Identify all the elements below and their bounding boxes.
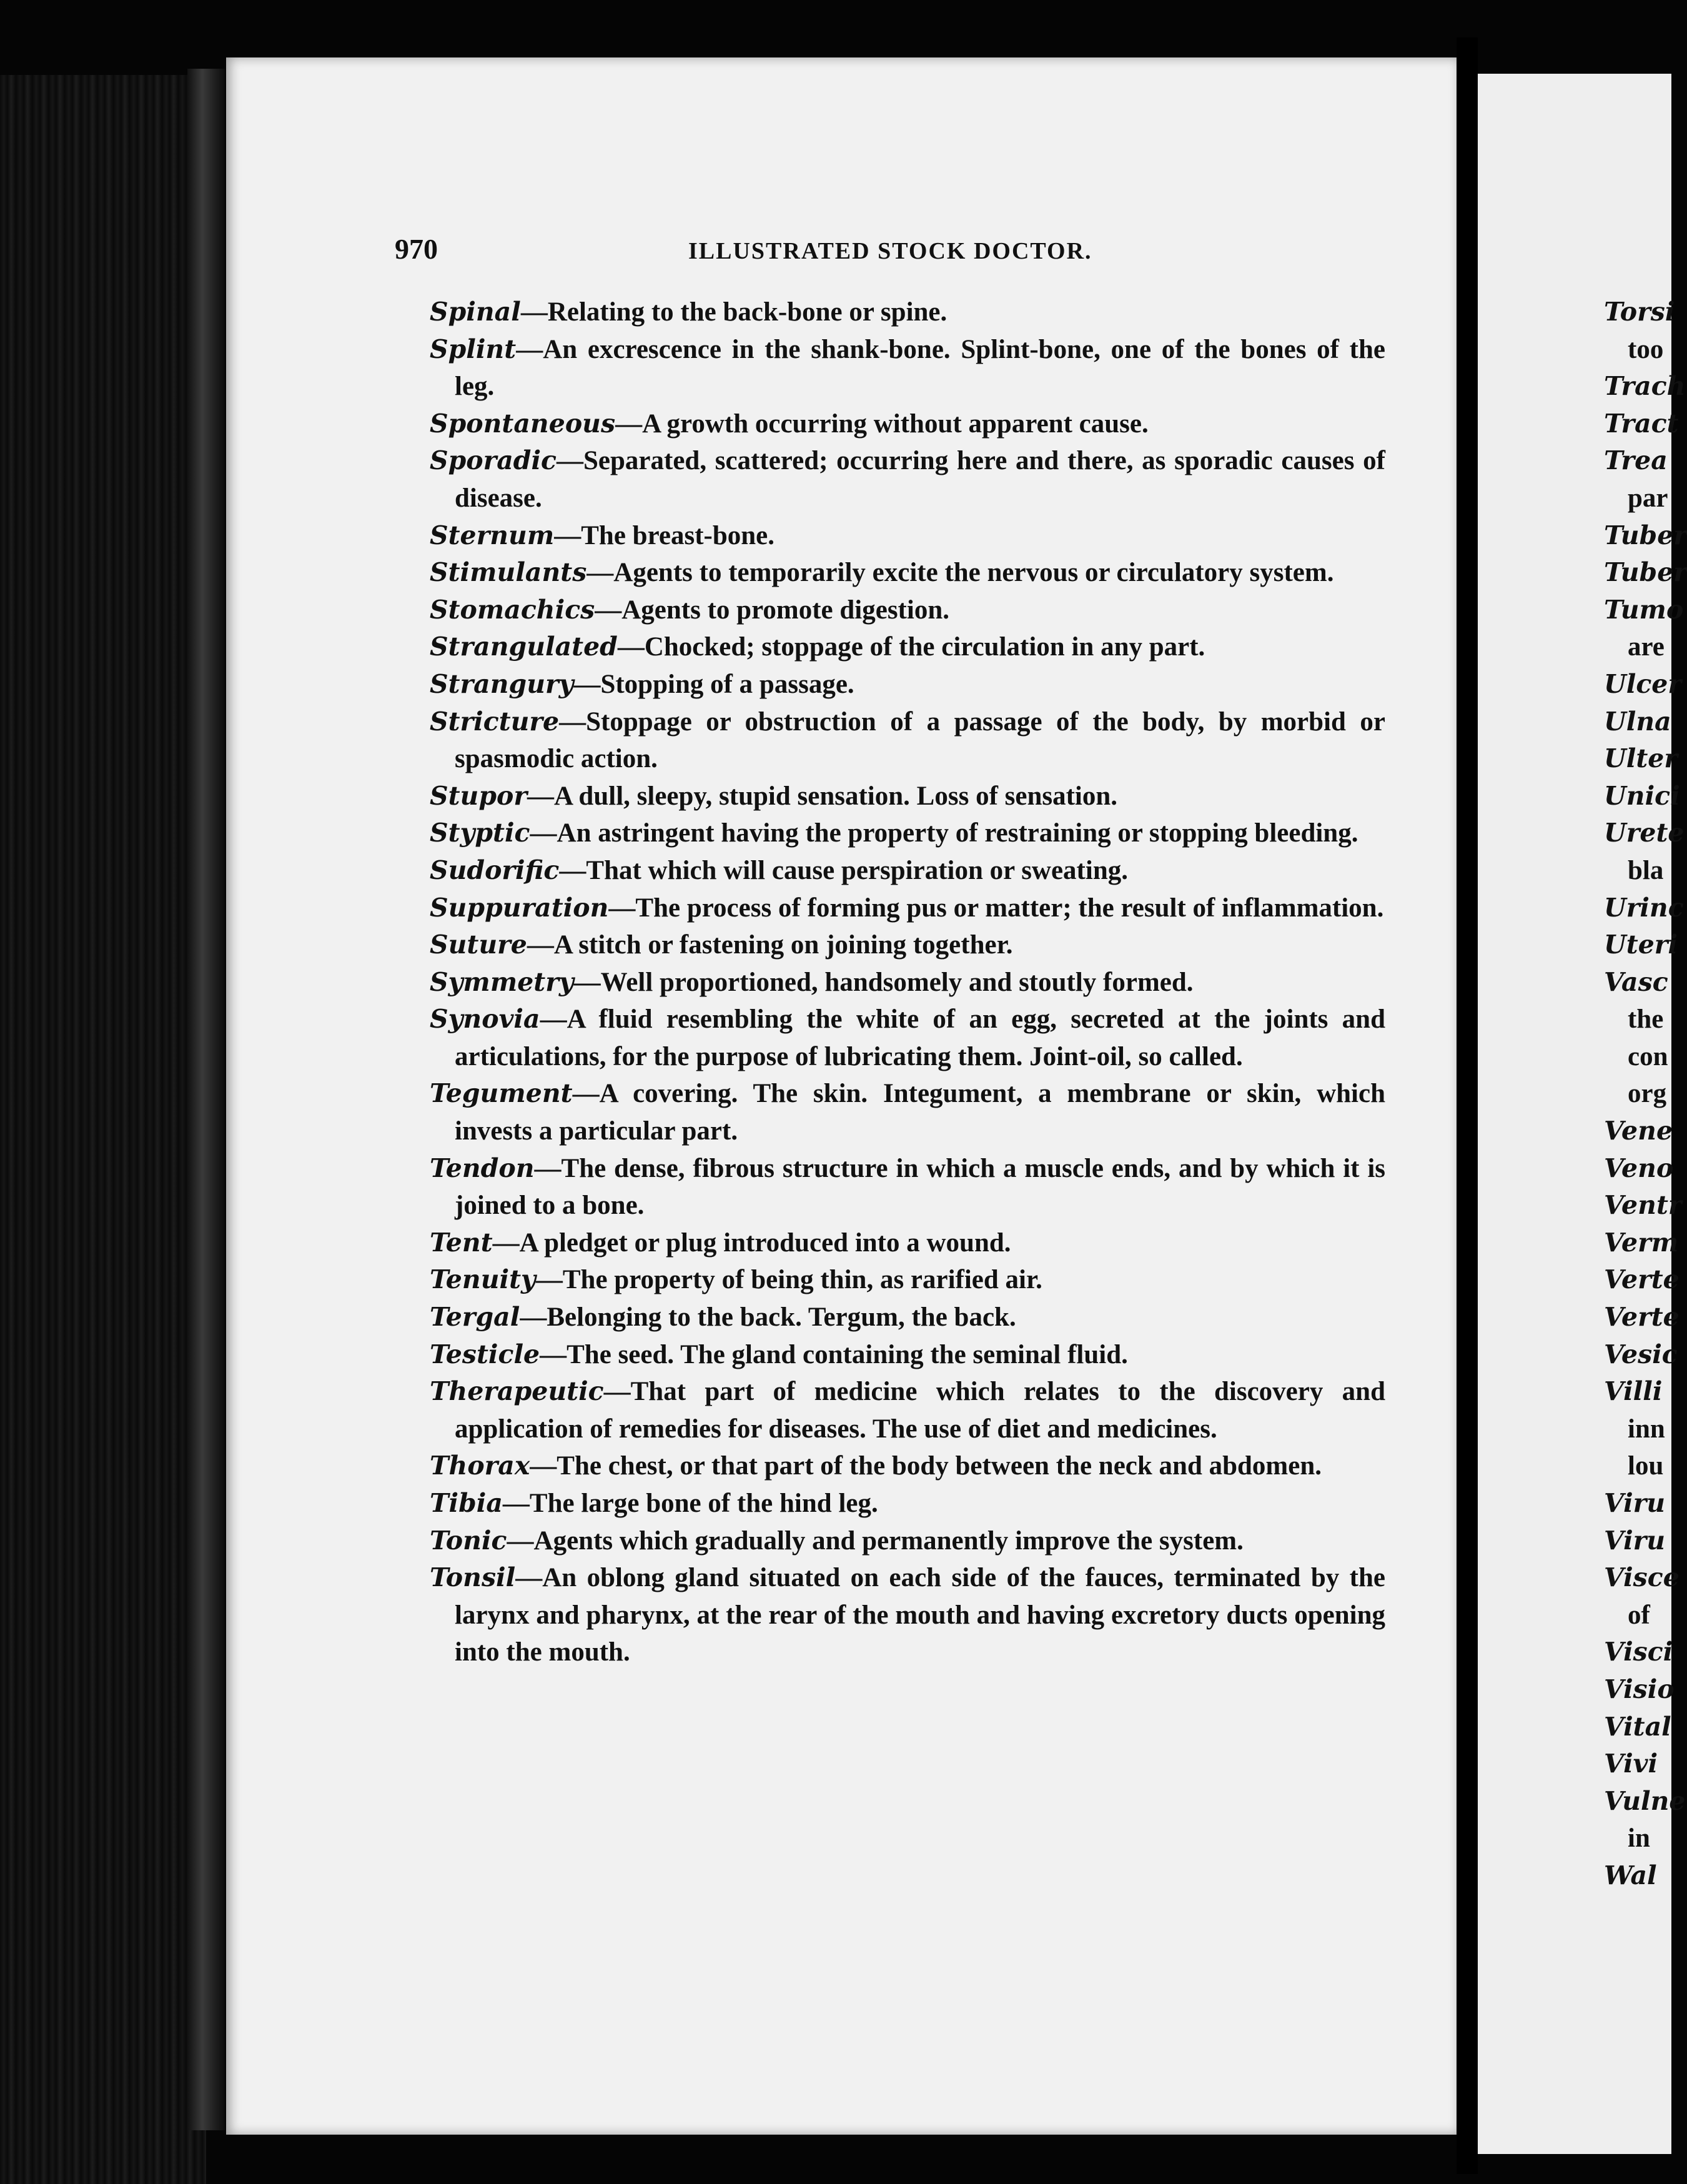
glossary-entry [430,1150,1385,1224]
glossary-definition: —A dull, sleepy, stupid sensation. Loss of sensation. [527,781,1118,811]
glossary-definition: —That which will cause perspiration or sweating. [559,855,1128,885]
right-page-line [1604,1820,1687,1857]
right-page-term-fragment: Trach [1604,371,1686,402]
glossary-term: Synovia [430,1004,540,1035]
right-page-term-fragment: Tuber [1604,520,1687,550]
right-page-term-fragment: Visce [1604,1562,1680,1593]
right-page-text-fragment: in [1628,1824,1650,1854]
glossary-definition: —A stitch or fastening on joining together. [527,930,1013,960]
right-page-text-fragment: inn [1628,1414,1665,1444]
right-page-term-fragment: Vesic [1604,1339,1678,1369]
glossary-term: Tendon [430,1153,535,1183]
right-page-line [1604,1411,1687,1448]
glossary-entry [430,331,1385,405]
glossary-definition: —Belonging to the back. Tergum, the back. [520,1303,1016,1333]
right-page-text-fragment: par [1628,483,1668,513]
glossary-entry [430,1559,1385,1671]
right-page-line [1604,554,1687,592]
right-page-term-fragment: Ulna [1604,706,1671,737]
glossary-term: Suppuration [430,892,609,923]
glossary-definition: —Agents to temporarily excite the nervous or circulatory system. [586,558,1334,588]
right-page-text-fragment: of [1628,1600,1650,1630]
right-page-line [1604,1447,1687,1485]
right-page-term-fragment: Tract [1604,408,1679,439]
glossary-term: Tegument [430,1078,573,1109]
page-stack-edge [187,69,225,2130]
glossary-definition: —A growth occurring without apparent cause. [615,409,1149,439]
glossary-definition: —The property of being thin, as rarified air. [535,1265,1042,1295]
right-page-line [1604,1001,1687,1038]
glossary-entry [430,890,1385,927]
right-page-text-fragment: are [1628,632,1665,662]
glossary-entry [430,517,1385,555]
glossary-definition: —Relating to the back-bone or spine. [520,297,947,327]
right-page-line [1604,1559,1687,1597]
right-page-term-fragment: Verm [1604,1227,1679,1258]
glossary-term: Suture [430,930,527,960]
right-page-line [1604,1261,1687,1299]
glossary-definition: —A covering. The skin. Integument, a membrane or skin, which invests a particular part. [455,1079,1385,1146]
right-page-term-fragment: Urinc [1604,892,1684,923]
right-page-line [1604,1224,1687,1262]
right-page-line [1604,740,1687,778]
right-page-term-fragment: Trea [1604,445,1668,476]
glossary-entry [430,1224,1385,1262]
right-page-line [1604,368,1687,405]
right-page-text-fragment: lou [1628,1451,1664,1481]
right-page-text-fragment: too [1628,334,1664,364]
glossary-term: Tonic [430,1525,507,1556]
glossary-term: Tenuity [430,1264,536,1295]
glossary-term: Spinal [430,297,521,327]
glossary-definition: —An oblong gland situated on each side of the fauces, terminated by the larynx and pharynx, at the rear of the mouth and having excretory ducts opening into the mouth. [455,1563,1385,1667]
glossary-entry [430,554,1385,592]
glossary-definition: —The chest, or that part of the body between the neck and abdomen. [530,1451,1322,1481]
right-page-line [1604,294,1687,331]
right-page-line [1604,926,1687,964]
right-page-line [1604,778,1687,815]
right-page-fragments [1604,294,1687,1895]
glossary-definition: —A fluid resembling the white of an egg, secreted at the joints and articulations, for the purpose of lubricating them. Joint-oil, so called. [455,1005,1385,1071]
right-page-line [1604,480,1687,517]
glossary-list [430,294,1385,1671]
right-page-term-fragment: Ventr [1604,1190,1682,1221]
glossary-definition: —The breast-bone. [554,520,775,550]
right-page-term-fragment: Ulcer [1604,668,1681,699]
glossary-entry [430,852,1385,890]
right-page-line [1604,331,1687,369]
right-page-term-fragment: Visio [1604,1674,1675,1704]
glossary-definition: —Agents to promote digestion. [595,595,949,625]
right-page-text-fragment: con [1628,1041,1668,1071]
glossary-entry [430,1447,1385,1485]
right-page-term-fragment: Verte [1604,1264,1680,1295]
right-page-line [1604,1634,1687,1671]
glossary-term: Strangulated [430,632,618,662]
right-page-term-fragment: Viru [1604,1525,1666,1556]
right-page-line [1604,1373,1687,1411]
glossary-term: Sporadic [430,445,557,476]
right-page-line [1604,1038,1687,1076]
glossary-term: Sternum [430,520,555,550]
glossary-definition: —The large bone of the hind leg. [502,1489,878,1518]
glossary-definition: —Well proportioned, handsomely and stoutly formed. [573,967,1194,997]
right-page-text-fragment: org [1628,1079,1667,1109]
glossary-definition: —The seed. The gland containing the seminal fluid. [540,1339,1128,1369]
glossary-definition: —The process of forming pus or matter; the result of inflammation. [608,893,1384,923]
glossary-entry [430,592,1385,629]
right-page-line [1604,1709,1687,1746]
glossary-term: Tibia [430,1488,503,1518]
glossary-definition: —Agents which gradually and permanently improve the system. [507,1526,1244,1556]
glossary-definition: —The dense, fibrous structure in which a muscle ends, and by which it is joined to a bone. [455,1153,1385,1221]
right-page-line [1604,1299,1687,1336]
glossary-entry [430,703,1385,778]
glossary-term: Strangury [430,668,574,699]
right-page-line [1604,1336,1687,1374]
glossary-definition: —Stopping of a passage. [573,669,854,699]
right-page-line [1604,1187,1687,1224]
right-page-line [1604,1113,1687,1150]
glossary-entry [430,628,1385,666]
right-page-line [1604,1522,1687,1560]
right-page-line [1604,964,1687,1001]
glossary-definition: —A pledget or plug introduced into a wound. [492,1228,1011,1258]
right-page-line [1604,628,1687,666]
right-page-line [1604,666,1687,703]
right-page-term-fragment: Villi [1604,1376,1663,1407]
glossary-entry [430,1299,1385,1336]
right-page-line [1604,517,1687,555]
glossary-definition: —Chocked; stoppage of the circulation in any part. [617,632,1205,662]
glossary-term: Therapeutic [430,1376,604,1407]
right-page-term-fragment: Uteri [1604,930,1678,960]
page-number: 970 [395,233,438,265]
glossary-term: Stimulants [430,557,587,588]
glossary-term: Spontaneous [430,408,616,439]
glossary-term: Styptic [430,818,530,848]
right-page-line [1604,703,1687,741]
right-page-term-fragment: Vulne [1604,1785,1686,1816]
right-page-term-fragment: Viru [1604,1488,1666,1518]
glossary-entry [430,1485,1385,1522]
glossary-term: Stomachics [430,594,595,625]
right-page-text-fragment: bla [1628,855,1664,885]
glossary-definition: —An excrescence in the shank-bone. Splint-bone, one of the bones of the leg. [455,334,1385,402]
right-page-line [1604,1150,1687,1188]
glossary-entry [430,294,1385,331]
right-page-line [1604,1745,1687,1783]
glossary-term: Tergal [430,1302,520,1333]
glossary-entry [430,815,1385,852]
glossary-term: Thorax [430,1451,530,1481]
right-page-term-fragment: Vasc [1604,966,1668,997]
right-page-line [1604,442,1687,480]
right-page-term-fragment: Tumo [1604,594,1684,625]
right-page-line [1604,890,1687,927]
right-page-line [1604,1075,1687,1113]
glossary-entry [430,1336,1385,1374]
right-page-term-fragment: Vene [1604,1116,1673,1146]
right-page-line [1604,1597,1687,1634]
right-page-text-fragment: the [1628,1005,1664,1035]
book-binding [0,75,206,2184]
glossary-entry [430,964,1385,1001]
glossary-term: Stricture [430,706,560,737]
glossary-entry [430,666,1385,703]
glossary-entry [430,926,1385,964]
right-page-term-fragment: Veno [1604,1153,1674,1183]
book-gutter [1457,37,1478,2174]
glossary-entry [430,442,1385,517]
glossary-term: Sudorific [430,855,560,885]
right-page-line [1604,405,1687,443]
glossary-entry [430,1261,1385,1299]
right-page-line [1604,1783,1687,1820]
right-page-line [1604,815,1687,852]
glossary-entry [430,1001,1385,1075]
right-page-line [1604,1857,1687,1895]
right-page-term-fragment: Ulter [1604,743,1678,774]
right-page-line [1604,1671,1687,1709]
glossary-term: Testicle [430,1339,540,1369]
right-page-term-fragment: Wal [1604,1860,1657,1890]
glossary-entry [430,1075,1385,1149]
glossary-definition: —Stoppage or obstruction of a passage of the body, by morbid or spasmodic action. [455,707,1385,774]
right-page-term-fragment: Vivi [1604,1749,1658,1779]
right-page-line [1604,592,1687,629]
glossary-term: Stupor [430,780,527,811]
glossary-definition: —Separated, scattered; occurring here and there, as sporadic causes of disease. [455,446,1385,513]
glossary-term: Symmetry [430,966,574,997]
right-page-line [1604,852,1687,890]
glossary-definition: —An astringent having the property of restraining or stopping bleeding. [530,818,1358,848]
glossary-entry [430,778,1385,815]
glossary-term: Splint [430,334,517,364]
glossary-entry [430,1522,1385,1560]
glossary-entry [430,1373,1385,1447]
right-page-term-fragment: Vital [1604,1711,1671,1742]
right-page-term-fragment: Urete [1604,818,1685,848]
right-page-term-fragment: Torsi [1604,297,1675,327]
right-page-term-fragment: Unici [1604,780,1680,811]
glossary-definition: —That part of medicine which relates to the discovery and application of remedies for diseases. The use of diet and medicines. [455,1377,1385,1444]
right-page-term-fragment: Verte [1604,1302,1680,1333]
glossary-term: Tonsil [430,1562,516,1593]
glossary-entry [430,405,1385,443]
running-head: ILLUSTRATED STOCK DOCTOR. [688,238,1092,264]
right-page-line [1604,1485,1687,1522]
glossary-term: Tent [430,1227,493,1258]
right-page-term-fragment: Tuber [1604,557,1687,588]
right-page-term-fragment: Visci [1604,1637,1673,1667]
